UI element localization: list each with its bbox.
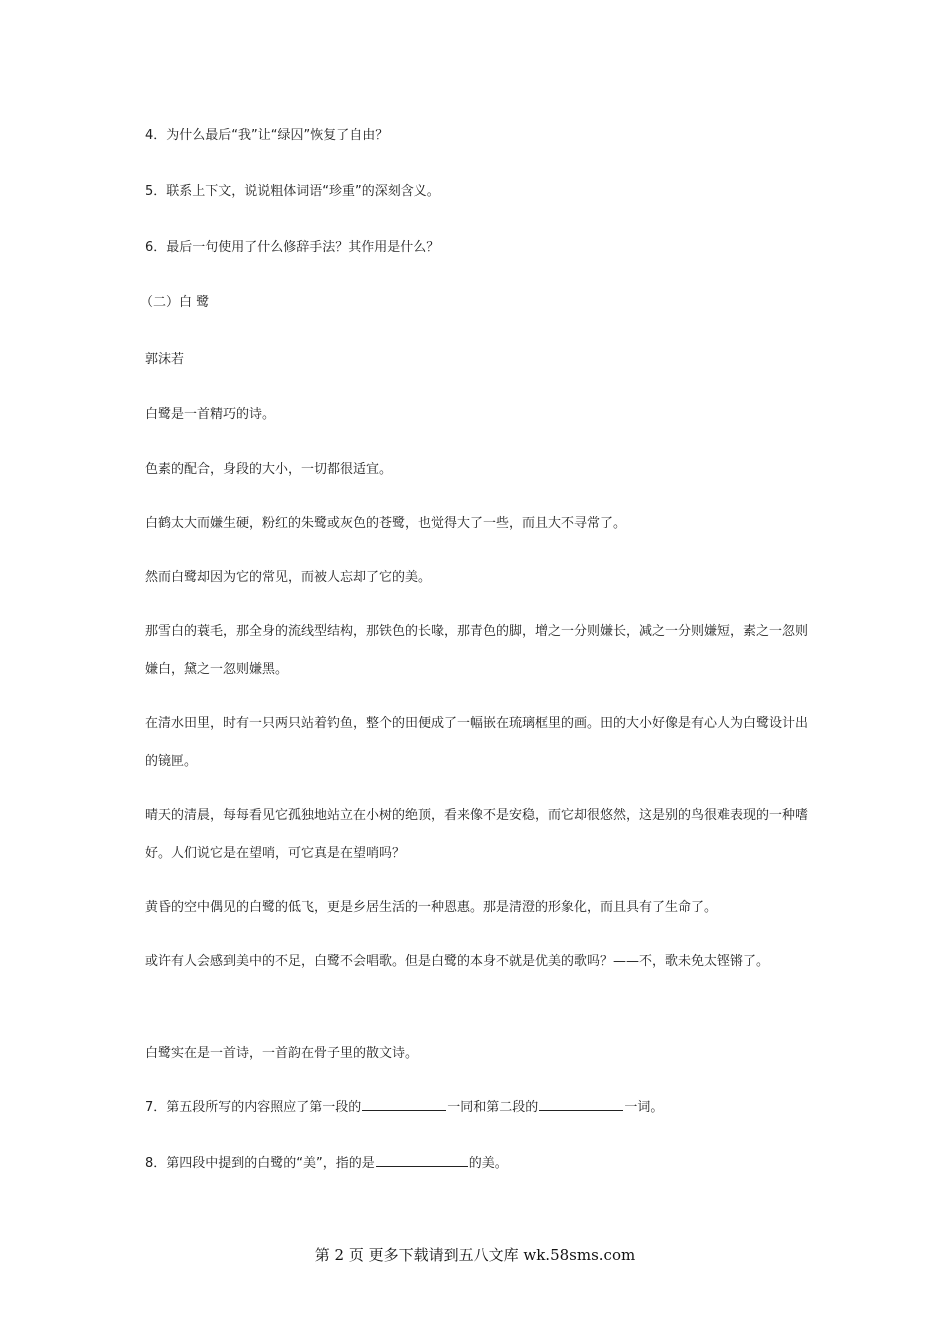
paragraph-9: 或许有人会感到美中的不足，白鹭不会唱歌。但是白鹭的本身不就是优美的歌吗？——不，歌未免太铿锵了。 xyxy=(145,954,770,969)
page-footer: 第 2 页 更多下载请到五八文库 wk.58sms.com xyxy=(314,1246,636,1264)
paragraph-1: 白鹭是一首精巧的诗。 xyxy=(145,407,276,422)
question-8 xyxy=(145,1145,810,1183)
question-6 xyxy=(145,229,810,267)
paragraph-7: 晴天的清晨，每每看见它孤独地站立在小树的绝顶，看来像不是安稳，而它却很悠然，这是别的鸟很难表现的一种嗜好。人们说它是在望哨，可它真是在望哨吗？ xyxy=(145,808,809,861)
question-text: 的美。 xyxy=(468,1156,508,1171)
question-text: 一同和第二段的 xyxy=(447,1100,539,1115)
question-text: ．联系上下文，说说粗体词语“珍重”的深刻含义。 xyxy=(153,184,440,199)
paragraph-2: 色素的配合，身段的大小，一切都很适宜。 xyxy=(145,462,393,477)
author: 郭沫若 xyxy=(145,352,185,367)
question-text: ．第五段所写的内容照应了第一段的 xyxy=(153,1100,362,1115)
answer-blank-2[interactable] xyxy=(539,1096,623,1111)
answer-blank-3[interactable] xyxy=(376,1152,468,1167)
question-number: 6 xyxy=(145,240,154,255)
question-number: 4 xyxy=(145,128,154,143)
question-5 xyxy=(145,173,810,211)
answer-blank-1[interactable] xyxy=(362,1096,446,1111)
question-text: ．最后一句使用了什么修辞手法？其作用是什么？ xyxy=(153,240,440,255)
question-number: 7 xyxy=(145,1100,154,1115)
section-title: （二）白 鹭 xyxy=(140,295,210,310)
paragraph-8: 黄昏的空中偶见的白鹭的低飞，更是乡居生活的一种恩惠。那是清澄的形象化，而且具有了生命了。 xyxy=(145,900,718,915)
question-text: ．为什么最后“我”让“绿囚”恢复了自由？ xyxy=(153,128,389,143)
question-text: ．第四段中提到的白鹭的“美”，指的是 xyxy=(153,1156,375,1171)
paragraph-3: 白鹤太大而嫌生硬，粉红的朱鹭或灰色的苍鹭，也觉得大了一些，而且大不寻常了。 xyxy=(145,516,627,531)
question-number: 5 xyxy=(145,184,154,199)
paragraph-4: 然而白鹭却因为它的常见，而被人忘却了它的美。 xyxy=(145,570,432,585)
question-7 xyxy=(145,1089,810,1127)
question-text: 一词。 xyxy=(624,1100,664,1115)
question-number: 8 xyxy=(145,1156,154,1171)
paragraph-10: 白鹭实在是一首诗，一首韵在骨子里的散文诗。 xyxy=(145,1046,419,1061)
paragraph-6: 在清水田里，时有一只两只站着钓鱼，整个的田便成了一幅嵌在琉璃框里的画。田的大小好像是有心人为白鹭设计出的镜匣。 xyxy=(145,716,809,769)
paragraph-5: 那雪白的蓑毛，那全身的流线型结构，那铁色的长喙，那青色的脚，增之一分则嫌长，减之一分则嫌短，素之一忽则嫌白，黛之一忽则嫌黑。 xyxy=(145,624,809,677)
question-4 xyxy=(145,117,810,155)
